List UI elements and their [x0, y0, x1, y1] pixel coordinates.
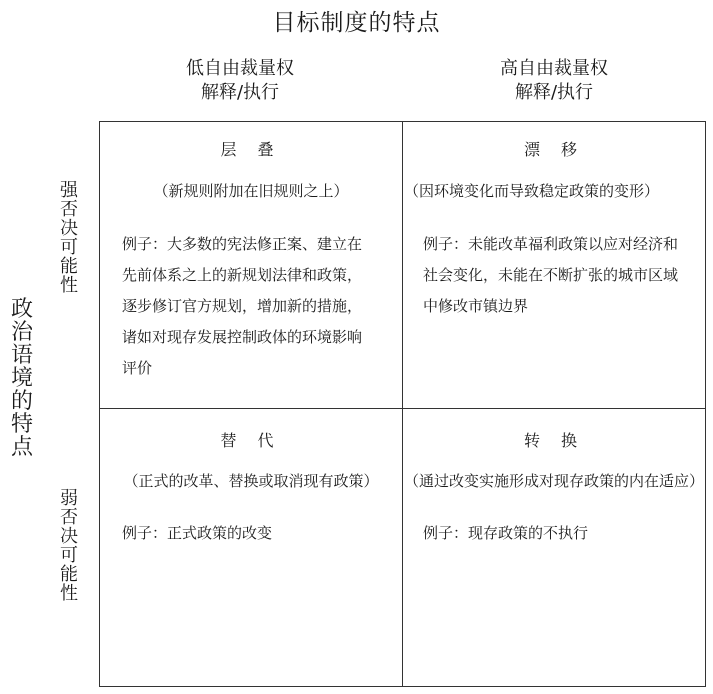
column-header-low-discretion — [140, 57, 340, 105]
grid-horizontal-divider — [99, 408, 706, 409]
row-header-weak-veto: 弱 否 决 可 能 性 — [60, 488, 78, 604]
cell-layering-subtitle: （新规则附加在旧规则之上） — [153, 182, 349, 200]
diagram-title: 目标制度的特点 — [272, 10, 441, 36]
row-axis-label: 政 治 语 境 的 特 点 — [10, 297, 33, 460]
column-header-line2: 解释/执行 — [200, 82, 280, 103]
column-header-line1: 低自由裁量权 — [186, 58, 294, 79]
cell-conversion-example: 例子：现存政策的不执行 — [423, 524, 589, 542]
cell-layering-example: 例子：大多数的宪法修正案、建立在先前体系之上的新规划法律和政策，逐步修订官方规划，增加新的措施，诸如对现存发展控制政体的环境影响评价 — [122, 235, 363, 377]
column-header-line2: 解释/执行 — [514, 82, 594, 103]
cell-conversion-title: 转 换 — [523, 431, 586, 450]
cell-conversion-subtitle: （通过改变实施形成对现存政策的内在适应） — [404, 472, 705, 490]
column-header-line1: 高自由裁量权 — [500, 58, 608, 79]
cell-displacement-subtitle: （正式的改革、替换或取消现有政策） — [123, 472, 379, 490]
grid-vertical-divider — [402, 121, 403, 687]
cell-layering-title: 层 叠 — [220, 140, 282, 159]
row-header-strong-veto: 强 否 决 可 能 性 — [60, 180, 78, 296]
cell-drift-title: 漂 移 — [523, 140, 586, 159]
cell-drift-example: 例子：未能改革福利政策以应对经济和社会变化，未能在不断扩张的城市区域中修改市镇边界 — [423, 235, 679, 315]
cell-displacement-title: 替 代 — [220, 431, 282, 450]
cell-drift-subtitle: （因环境变化而导致稳定政策的变形） — [404, 182, 660, 200]
cell-displacement-example: 例子：正式政策的改变 — [122, 524, 273, 542]
column-header-high-discretion — [454, 57, 654, 105]
